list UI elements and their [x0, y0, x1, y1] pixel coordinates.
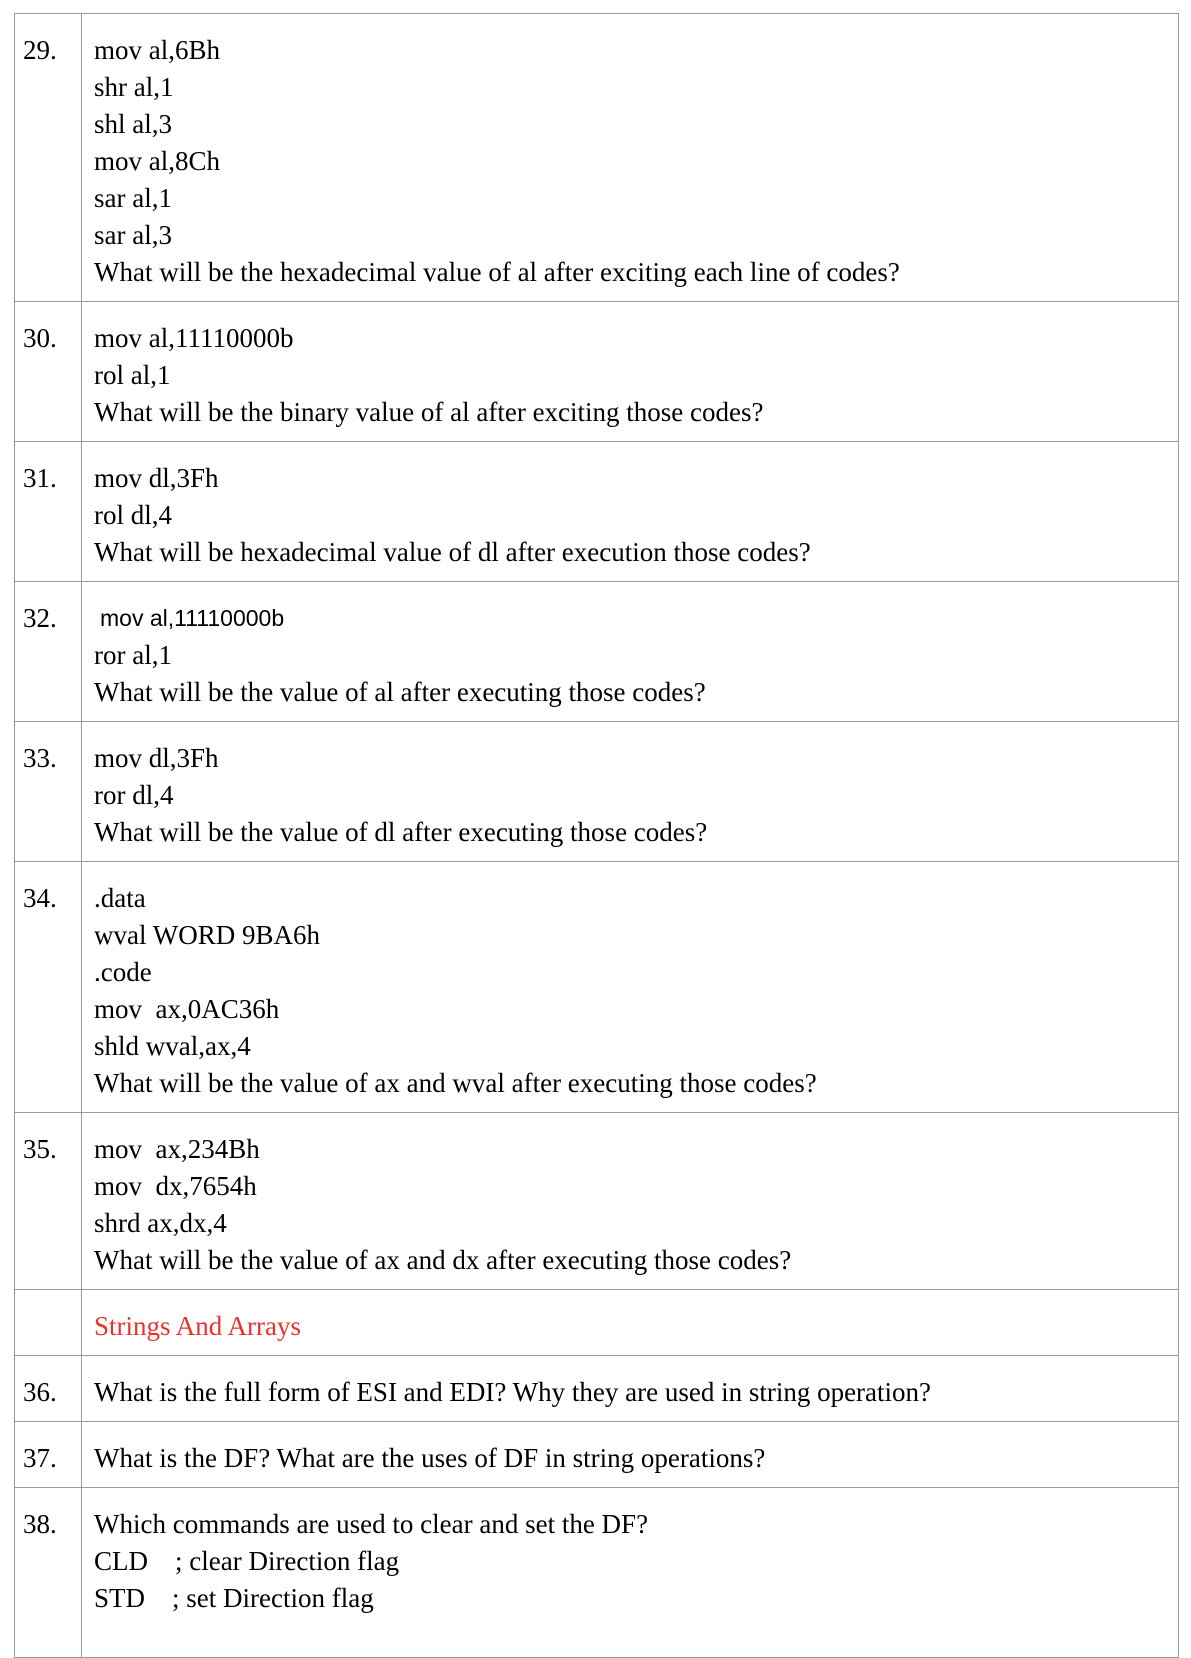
- question-number: 33.: [15, 722, 82, 862]
- question-content: [82, 14, 1179, 302]
- question-row-35: [15, 1113, 1179, 1290]
- code-line: mov dl,3Fh: [94, 743, 219, 773]
- question-number: 30.: [15, 302, 82, 442]
- question-content: [82, 302, 1179, 442]
- code-line: rol dl,4: [94, 500, 172, 530]
- code-line: mov ax,0AC36h: [94, 994, 280, 1024]
- question-content: [82, 582, 1179, 722]
- question-text: Which commands are used to clear and set the DF?: [94, 1509, 649, 1539]
- code-line: ror al,1: [94, 640, 172, 670]
- code-line: mov dl,3Fh: [94, 463, 219, 493]
- question-number: 38.: [15, 1488, 82, 1658]
- question-text: What will be the binary value of al after exciting those codes?: [94, 397, 764, 427]
- question-text: What will be hexadecimal value of dl after execution those codes?: [94, 537, 811, 567]
- question-row-31: [15, 442, 1179, 582]
- code-line: sar al,1: [94, 183, 172, 213]
- code-line: rol al,1: [94, 360, 171, 390]
- question-number: 31.: [15, 442, 82, 582]
- question-number: 29.: [15, 14, 82, 302]
- question-row-34: [15, 862, 1179, 1113]
- code-line: mov al,8Ch: [94, 146, 220, 176]
- question-row-32: [15, 582, 1179, 722]
- code-line: sar al,3: [94, 220, 172, 250]
- question-content: [82, 442, 1179, 582]
- code-line: mov dx,7654h: [94, 1171, 257, 1201]
- code-line: shld wval,ax,4: [94, 1031, 251, 1061]
- question-content: [82, 1290, 1179, 1356]
- question-number: 32.: [15, 582, 82, 722]
- question-number: [15, 1290, 82, 1356]
- question-row-38: [15, 1488, 1179, 1658]
- section-heading-row: [15, 1290, 1179, 1356]
- question-text: What will be the value of dl after executing those codes?: [94, 817, 708, 847]
- question-row-33: [15, 722, 1179, 862]
- question-row-37: [15, 1422, 1179, 1488]
- code-line: mov al,11110000b: [100, 605, 285, 631]
- code-line: mov ax,234Bh: [94, 1134, 260, 1164]
- code-line: shr al,1: [94, 72, 174, 102]
- question-row-29: [15, 14, 1179, 302]
- question-text: What will be the value of al after executing those codes?: [94, 677, 706, 707]
- question-text: What will be the value of ax and wval after executing those codes?: [94, 1068, 817, 1098]
- code-line: shl al,3: [94, 109, 172, 139]
- code-line: mov al,6Bh: [94, 35, 220, 65]
- question-table: [14, 13, 1179, 1658]
- question-row-36: [15, 1356, 1179, 1422]
- code-line: wval WORD 9BA6h: [94, 920, 320, 950]
- question-number: 34.: [15, 862, 82, 1113]
- question-content: [82, 1113, 1179, 1290]
- code-line: .code: [94, 957, 152, 987]
- code-line: .data: [94, 883, 146, 913]
- code-line: mov al,11110000b: [94, 323, 294, 353]
- question-number: 35.: [15, 1113, 82, 1290]
- question-text: What will be the value of ax and dx after executing those codes?: [94, 1245, 792, 1275]
- question-content: [82, 722, 1179, 862]
- question-content: [82, 1488, 1179, 1658]
- section-heading: Strings And Arrays: [94, 1311, 302, 1341]
- question-content: [82, 1422, 1179, 1488]
- code-line: shrd ax,dx,4: [94, 1208, 227, 1238]
- question-number: 37.: [15, 1422, 82, 1488]
- question-text: What will be the hexadecimal value of al after exciting each line of codes?: [94, 257, 900, 287]
- question-text: What is the DF? What are the uses of DF in string operations?: [94, 1443, 766, 1473]
- question-text: What is the full form of ESI and EDI? Why they are used in string operation?: [94, 1377, 932, 1407]
- question-content: [82, 1356, 1179, 1422]
- code-line: STD ; set Direction flag: [94, 1583, 374, 1613]
- code-line: CLD ; clear Direction flag: [94, 1546, 400, 1576]
- question-number: 36.: [15, 1356, 82, 1422]
- question-content: [82, 862, 1179, 1113]
- code-line: ror dl,4: [94, 780, 174, 810]
- question-row-30: [15, 302, 1179, 442]
